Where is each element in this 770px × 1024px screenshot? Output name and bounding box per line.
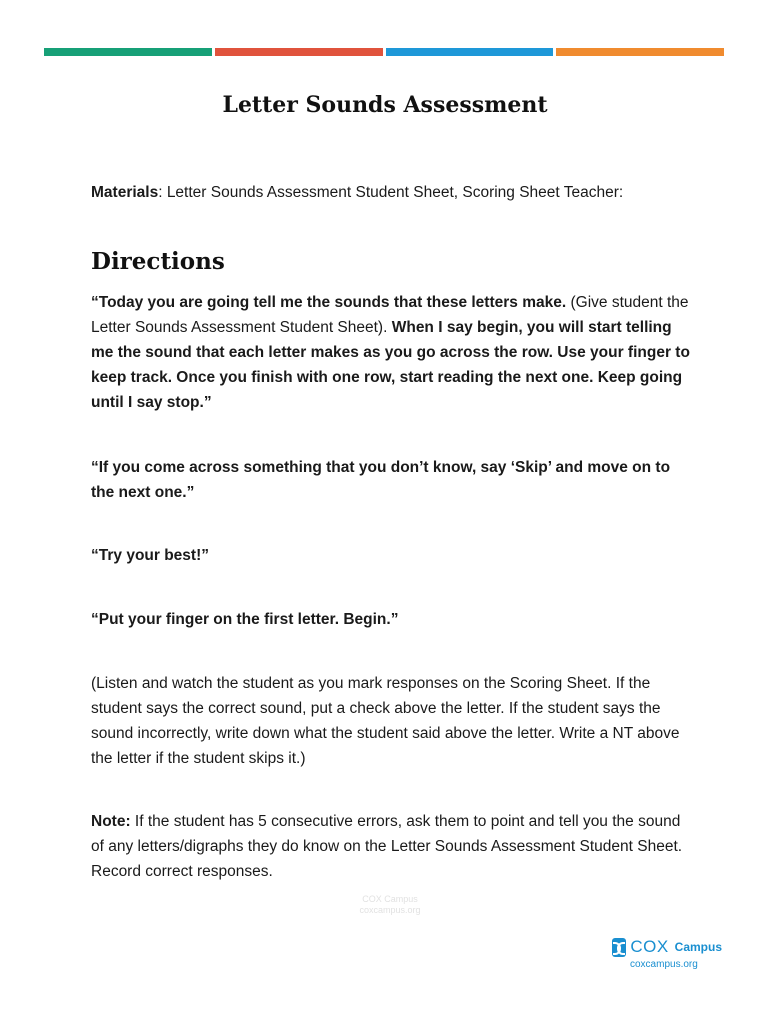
header-color-bar xyxy=(44,48,724,56)
materials-line xyxy=(91,184,711,202)
note-text: If the student has 5 consecutive errors, ask them to point and tell you the sound of any letters/digraphs they do know on the Letter Sounds Assessment Student Sheet. Record correct responses. xyxy=(91,813,683,880)
directions-paragraph-3: “Try your best!” xyxy=(91,547,209,564)
color-bar-blue xyxy=(386,48,554,56)
directions-paragraph-1 xyxy=(91,290,691,415)
materials-label: Materials xyxy=(91,184,159,201)
logo-url: coxcampus.org xyxy=(630,959,698,970)
p1-bold-2: When I say begin, you will start telling me the sound that each letter makes as you go across the row. Use your finger to keep track. Once you finish with one row, start reading the next one. Keep going until I say stop.” xyxy=(91,319,690,411)
note-paragraph xyxy=(91,809,691,884)
directions-paragraph-5: (Listen and watch the student as you mark responses on the Scoring Sheet. If the student says the correct sound, put a check above the letter. If the student says the sound incorrectly, write down what the student said above the letter. Write a NT above the letter if the student skips it.) xyxy=(91,675,680,767)
document-title: Letter Sounds Assessment xyxy=(222,92,548,118)
materials-text: : Letter Sounds Assessment Student Sheet, Scoring Sheet Teacher: xyxy=(158,184,624,201)
note-label: Note: xyxy=(91,813,131,830)
p1-bold-1: “Today you are going tell me the sounds that these letters make. xyxy=(91,294,567,311)
directions-heading: Directions xyxy=(91,248,225,275)
color-bar-red xyxy=(215,48,383,56)
p1-normal-1: (Give student the Letter Sounds Assessment Student Sheet). xyxy=(91,294,689,336)
directions-paragraph-4: “Put your finger on the first letter. Begin.” xyxy=(91,611,399,628)
logo-campus-text: Campus xyxy=(674,940,722,954)
watermark-line-1: COX Campus xyxy=(362,894,418,904)
color-bar-green xyxy=(44,48,212,56)
logo-row xyxy=(612,937,722,957)
watermark-line-2: coxcampus.org xyxy=(359,905,421,915)
color-bar-orange xyxy=(556,48,724,56)
directions-paragraph-2: “If you come across something that you don’t know, say ‘Skip’ and move on to the next one.” xyxy=(91,459,671,501)
logo-cox-text: COX xyxy=(630,937,669,956)
cox-campus-logo-icon xyxy=(612,938,626,957)
cox-campus-logo xyxy=(612,937,722,970)
watermark xyxy=(345,894,435,916)
